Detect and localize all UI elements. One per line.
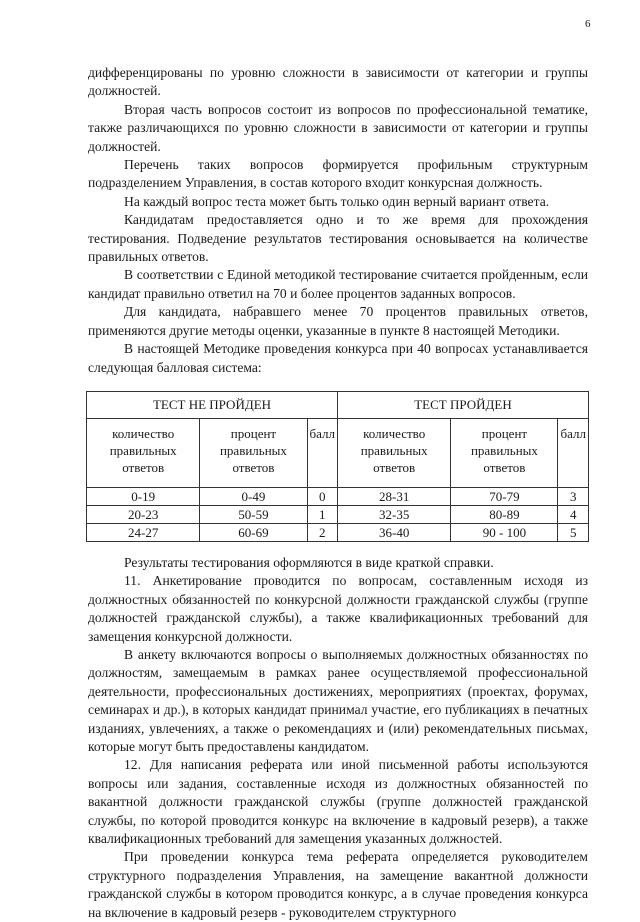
table-cell: 20-23 [87, 505, 200, 523]
paragraph: 12. Для написания реферата или иной письменной работы используются вопросы или задания, составленные исходя из должностных обязанностей по вакантной должности гражданской службы (группе должностей гражданской службы, по которой проводится конкурс на включение в кадровый резерв), а также квалификационных требований для замещения указанных должностей. [88, 757, 588, 846]
paragraph: Кандидатам предоставляется одно и то же время для прохождения тестирования. Подведение результатов тестирования основывается на количестве правильных ответов. [88, 212, 588, 265]
table-cell: 60-69 [200, 523, 307, 541]
page-number: 6 [585, 18, 591, 30]
paragraph: На каждый вопрос теста может быть только один верный вариант ответа. [124, 193, 550, 209]
table-row [87, 523, 589, 541]
table-row [87, 505, 589, 523]
table-row [87, 487, 589, 505]
paragraph: 11. Анкетирование проводится по вопросам, составленным исходя из должностных обязанностей по конкурсной должности гражданской службы (группе должностей гражданской службы), а также квалификационных требований для замещения конкурсной должности. [88, 573, 588, 644]
table-cell: 2 [307, 523, 337, 541]
table-cell: 32-35 [337, 505, 450, 523]
column-header-percent: процент правильных ответов [451, 418, 558, 487]
group-header-passed: ТЕСТ ПРОЙДЕН [337, 391, 588, 418]
paragraph: Для кандидата, набравшего менее 70 процентов правильных ответов, применяются другие методы оценки, указанные в пункте 8 настоящей Методики. [88, 304, 588, 338]
score-table [86, 391, 589, 542]
column-header-score: балл [307, 418, 337, 487]
paragraph: Результаты тестирования оформляются в виде краткой справки. [124, 554, 494, 570]
paragraph: В соответствии с Единой методикой тестирование считается пройденным, если кандидат правильно ответил на 70 и более процентов заданных вопросов. [88, 267, 588, 301]
column-header-count: количество правильных ответов [87, 418, 200, 487]
paragraph: В анкету включаются вопросы о выполняемых должностных обязанностях по должностям, замещаемым в рамках ранее осуществляемой профессиональной деятельности, профессиональных достижениях, мероприятиях (проектах, форумах, семинарах и др.), в которых кандидат принимал участие, его публикациях в печатных изданиях, увлечениях, а также о рекомендациях и (или) рекомендательных письмах, которые могут быть предоставлены кандидатом. [88, 646, 588, 754]
table-cell: 80-89 [451, 505, 558, 523]
table-cell: 4 [558, 505, 589, 523]
paragraph: дифференцированы по уровню сложности в зависимости от категории и группы должностей. [88, 65, 588, 99]
column-header-percent: процент правильных ответов [200, 418, 307, 487]
table-cell: 0-19 [87, 487, 200, 505]
table-cell: 0-49 [200, 487, 307, 505]
column-header-score: балл [558, 418, 589, 487]
column-header-count: количество правильных ответов [337, 418, 450, 487]
table-cell: 90 - 100 [451, 523, 558, 541]
table-cell: 36-40 [337, 523, 450, 541]
table-cell: 3 [558, 487, 589, 505]
paragraph: В настоящей Методике проведения конкурса при 40 вопросах устанавливается следующая балловая система: [88, 341, 588, 375]
table-cell: 50-59 [200, 505, 307, 523]
group-header-failed: ТЕСТ НЕ ПРОЙДЕН [87, 391, 338, 418]
paragraph: Перечень таких вопросов формируется профильным структурным подразделением Управления, в состав которого входит конкурсная должность. [88, 157, 588, 191]
table-cell: 5 [558, 523, 589, 541]
paragraph: Вторая часть вопросов состоит из вопросов по профессиональной тематике, также различающихся по уровню сложности в зависимости от категории и группы должностей. [88, 101, 588, 154]
table-cell: 1 [307, 505, 337, 523]
table-cell: 0 [307, 487, 337, 505]
table-cell: 24-27 [87, 523, 200, 541]
document-body [88, 64, 588, 922]
paragraph: При проведении конкурса тема реферата определяется руководителем структурного подразделения Управления, на замещение вакантной должности гражданской службы в котором проводится конкурс, а в случае проведения конкурса на включение в кадровый резерв - руководителем структурного [88, 849, 588, 920]
table-cell: 70-79 [451, 487, 558, 505]
table-cell: 28-31 [337, 487, 450, 505]
